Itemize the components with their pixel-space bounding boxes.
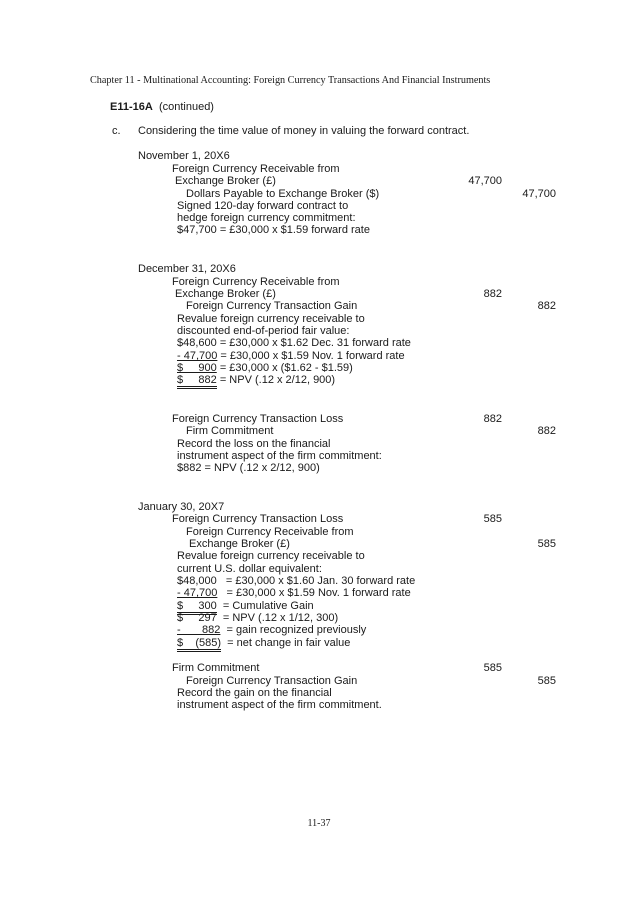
debit-account-line: Foreign Currency Transaction Loss: [172, 413, 344, 425]
explanation-line: Revalue foreign currency receivable to: [177, 550, 365, 562]
explanation-line: Record the loss on the financial: [177, 438, 331, 450]
calc-line: [177, 624, 366, 636]
debit-account-line: Firm Commitment: [172, 662, 260, 674]
explanation-line: current U.S. dollar equivalent:: [177, 563, 322, 575]
calc-text: = Cumulative Gain: [216, 600, 314, 612]
debit-amount: 882: [483, 413, 502, 425]
credit-amount: 882: [537, 300, 556, 312]
debit-amount: 882: [483, 288, 502, 300]
calc-amount: - 882: [177, 624, 221, 636]
calc-text: = £30,000 x $1.59 Nov. 1 forward rate: [217, 587, 411, 599]
entry-date: January 30, 20X7: [138, 501, 225, 513]
explanation-line: Signed 120-day forward contract to: [177, 200, 349, 212]
debit-amount: 585: [483, 662, 502, 674]
credit-account-line: Foreign Currency Receivable from: [186, 526, 354, 538]
calc-line: [177, 637, 350, 649]
debit-amount: 585: [483, 513, 502, 525]
calc-text: = £30,000 x $1.59 Nov. 1 forward rate: [217, 350, 405, 362]
explanation-line: Revalue foreign currency receivable to: [177, 313, 365, 325]
credit-account-line: Foreign Currency Transaction Gain: [186, 675, 358, 687]
debit-amount: 47,700: [468, 175, 502, 187]
calc-text: = NPV (.12 x 2/12, 900): [216, 374, 336, 386]
explanation-line: instrument aspect of the firm commitment.: [177, 699, 382, 711]
credit-account-line: Foreign Currency Transaction Gain: [186, 300, 358, 312]
calc-amount: - 47,700: [177, 350, 218, 362]
calc-text: = £30,000 x $1.60 Jan. 30 forward rate: [216, 575, 416, 587]
exercise-id: E11-16A: [110, 101, 153, 113]
debit-account-line: Foreign Currency Receivable from: [172, 163, 340, 175]
page-number: 11-37: [307, 818, 331, 829]
explanation-line: $882 = NPV (.12 x 2/12, 900): [177, 462, 320, 474]
credit-amount: 585: [537, 538, 556, 550]
part-letter: c.: [112, 125, 121, 137]
calc-amount: $ (585): [177, 637, 221, 652]
calc-amount: - 47,700: [177, 587, 218, 599]
exercise-note: (continued): [158, 101, 214, 113]
calc-line: [177, 600, 314, 612]
explanation-line: hedge foreign currency commitment:: [177, 212, 356, 224]
page-header: Chapter 11 - Multinational Accounting: Foreign Currency Transactions And Financial Instruments: [90, 75, 491, 86]
calc-amount: $ 300: [177, 600, 217, 615]
explanation-line: $48,600 = £30,000 x $1.62 Dec. 31 forward rate: [177, 337, 411, 349]
calc-line: [177, 350, 405, 362]
exercise-title: [110, 101, 214, 113]
calc-line: [177, 587, 411, 599]
explanation-line: Record the gain on the financial: [177, 687, 332, 699]
entry-date: December 31, 20X6: [138, 263, 236, 275]
credit-account-line: Exchange Broker (£): [189, 538, 290, 550]
calc-line: [177, 575, 415, 587]
debit-account-line: Exchange Broker (£): [175, 288, 276, 300]
calc-amount: $48,000: [177, 575, 217, 587]
debit-account-line: Foreign Currency Receivable from: [172, 276, 340, 288]
calc-amount: $ 882: [177, 374, 217, 389]
credit-account-line: Firm Commitment: [186, 425, 274, 437]
debit-account-line: Exchange Broker (£): [175, 175, 276, 187]
calc-amount: $ 297: [177, 612, 217, 624]
credit-amount: 47,700: [522, 188, 556, 200]
part-text: Considering the time value of money in valuing the forward contract.: [138, 125, 470, 137]
explanation-line: instrument aspect of the firm commitment:: [177, 450, 382, 462]
explanation-line: $47,700 = £30,000 x $1.59 forward rate: [177, 224, 370, 236]
explanation-line: discounted end-of-period fair value:: [177, 325, 350, 337]
calc-line: [177, 362, 353, 374]
calc-amount: $ 900: [177, 362, 217, 374]
credit-amount: 882: [537, 425, 556, 437]
calc-text: = net change in fair value: [221, 637, 351, 649]
calc-text: = gain recognized previously: [220, 624, 367, 636]
entry-date: November 1, 20X6: [138, 150, 230, 162]
credit-amount: 585: [537, 675, 556, 687]
calc-line: [177, 374, 335, 386]
calc-line: [177, 612, 338, 624]
calc-text: = £30,000 x ($1.62 - $1.59): [216, 362, 353, 374]
credit-account-line: Dollars Payable to Exchange Broker ($): [186, 188, 380, 200]
calc-text: = NPV (.12 x 1/12, 300): [216, 612, 339, 624]
debit-account-line: Foreign Currency Transaction Loss: [172, 513, 344, 525]
